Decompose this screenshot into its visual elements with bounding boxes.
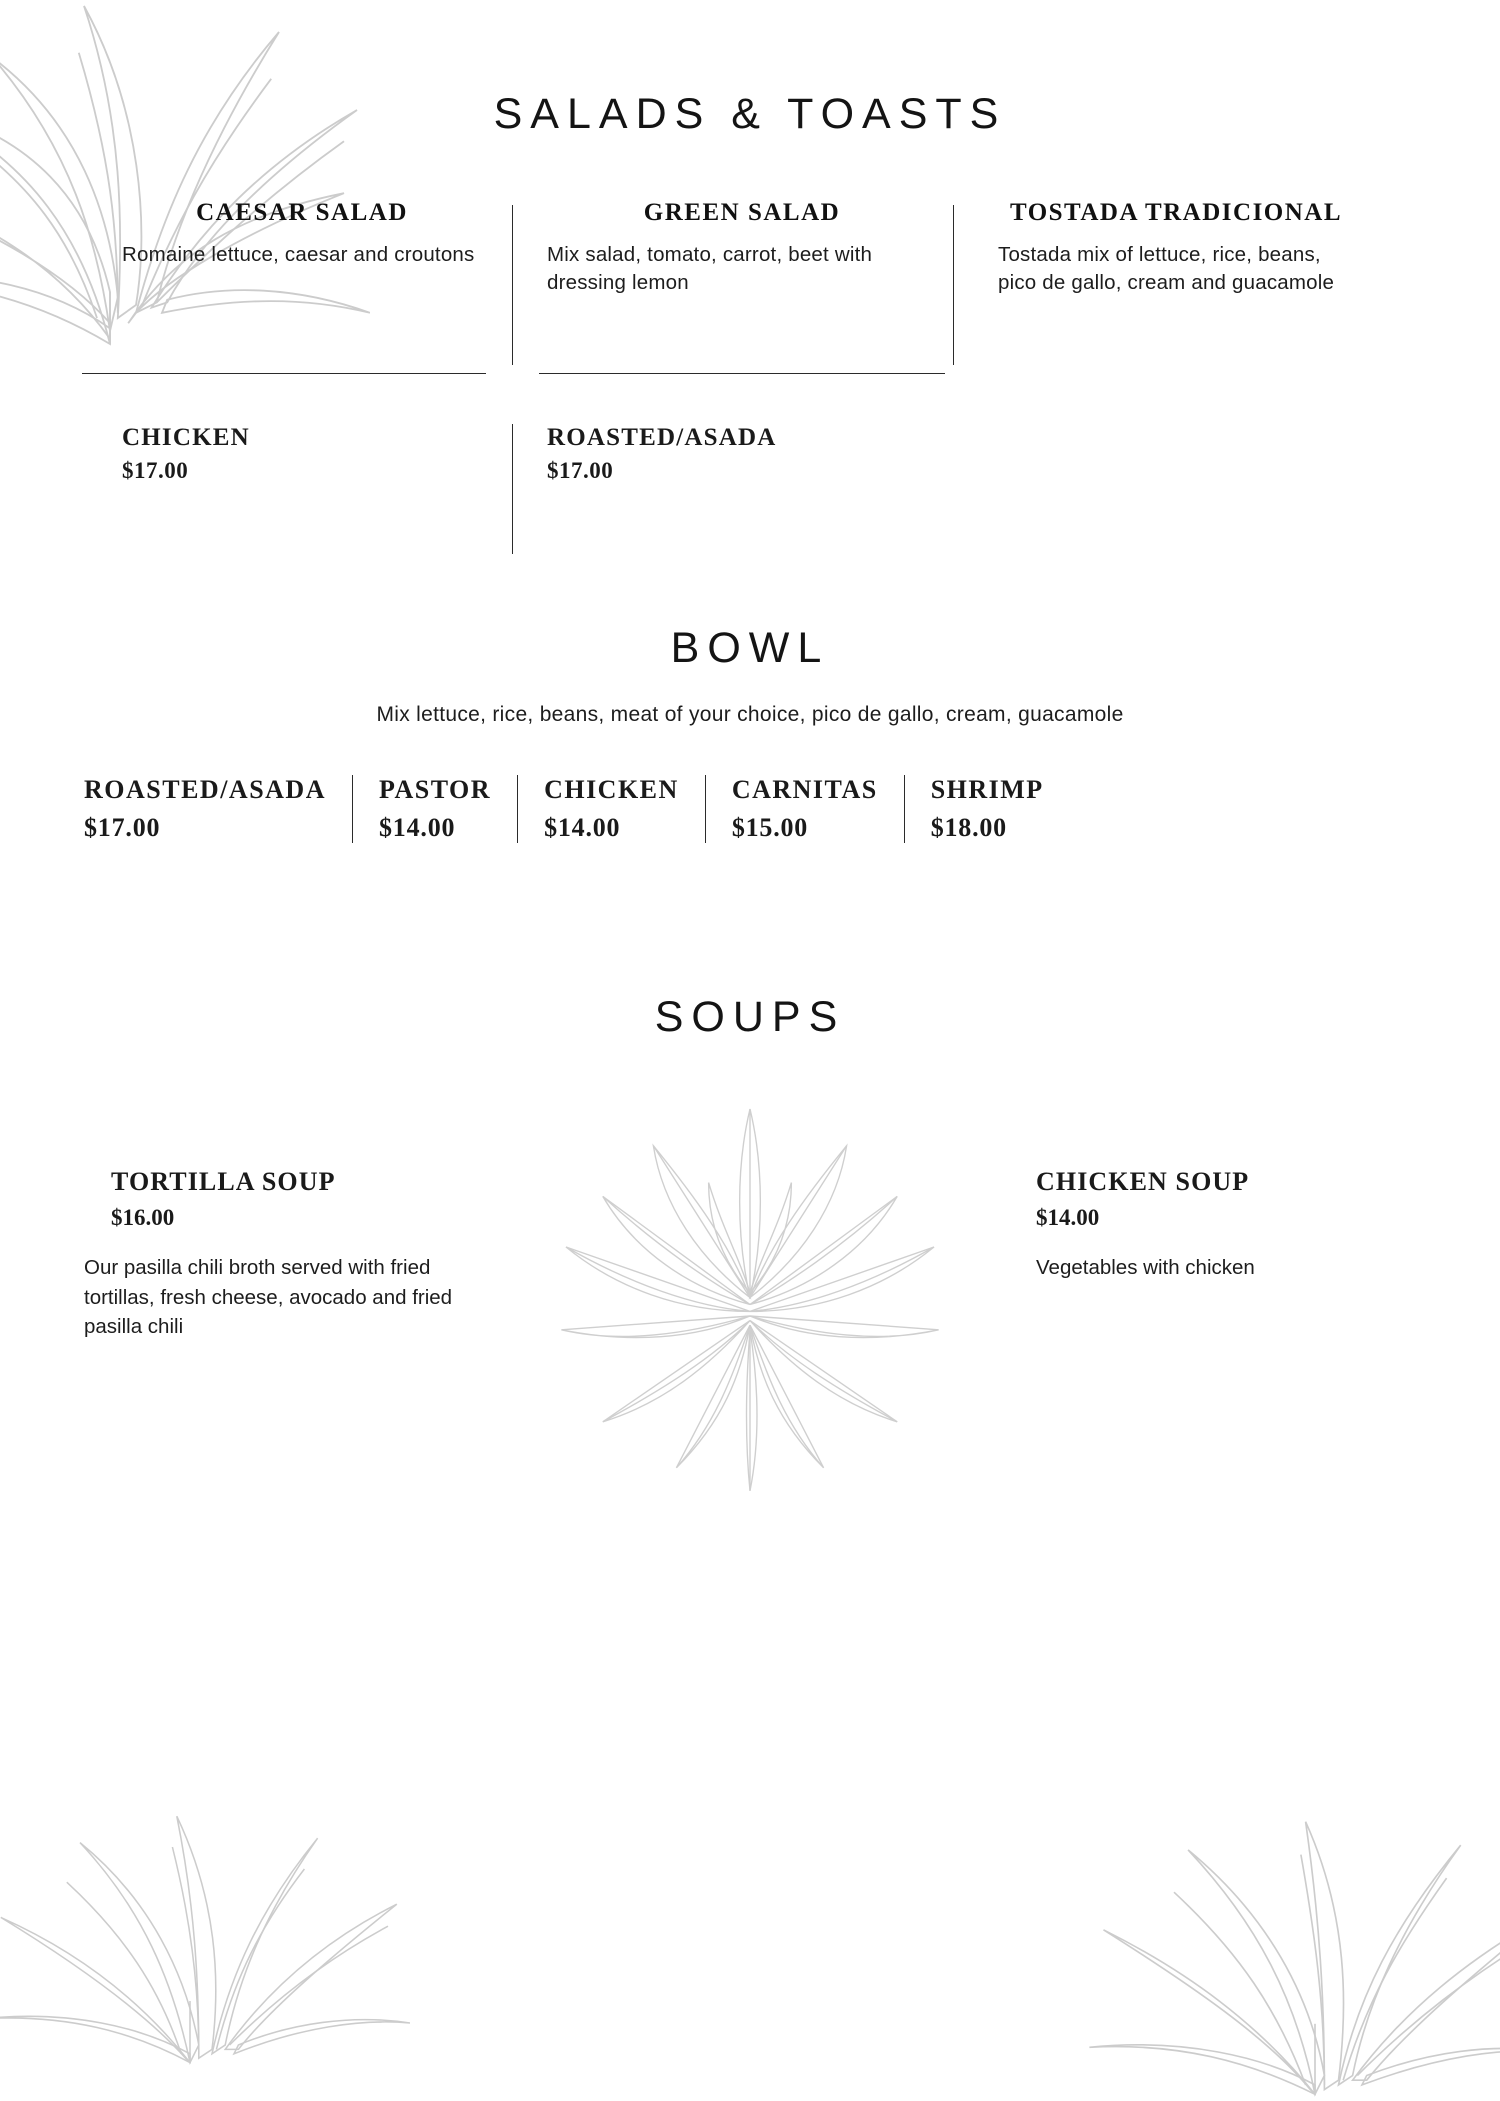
addon-name: CHICKEN xyxy=(122,424,250,451)
salad-item-name: TOSTADA TRADICIONAL xyxy=(1009,199,1343,226)
salad-item-tostada xyxy=(954,199,1374,365)
bowl-option-carnitas xyxy=(706,775,904,843)
salads-section-title: SALADS & TOASTS xyxy=(493,90,1007,138)
bowl-option-name: PASTOR xyxy=(379,775,492,804)
salad-item-name: CAESAR SALAD xyxy=(196,199,408,226)
salad-item-description: Tostada mix of lettuce, rice, beans, pico de gallo, cream and guacamole xyxy=(998,243,1335,294)
bowl-option-price: $15.00 xyxy=(731,813,809,842)
bowl-option-pastor xyxy=(353,775,517,843)
soups-items-row xyxy=(0,1167,1500,1342)
horizontal-divider xyxy=(82,373,486,374)
horizontal-divider xyxy=(539,373,945,374)
soup-item-description: Our pasilla chili broth served with fried tortillas, fresh cheese, avocado and fried pasilla chili xyxy=(84,1256,453,1339)
bowl-option-name: CARNITAS xyxy=(731,775,878,804)
salad-addon-asada xyxy=(513,424,953,554)
bowl-option-name: ROASTED/ASADA xyxy=(84,775,326,804)
soup-item-chicken xyxy=(1036,1167,1416,1342)
salads-rules xyxy=(0,373,1500,374)
addon-name: ROASTED/ASADA xyxy=(547,424,777,451)
salad-item-caesar xyxy=(82,199,512,365)
addon-price: $17.00 xyxy=(122,458,189,483)
soup-item-name: CHICKEN SOUP xyxy=(1036,1167,1250,1196)
soup-item-price: $14.00 xyxy=(1036,1205,1100,1230)
salad-item-description: Romaine lettuce, caesar and croutons xyxy=(122,243,475,266)
salads-addons-grid xyxy=(0,424,1500,554)
bowl-option-price: $14.00 xyxy=(379,813,456,842)
salads-items-grid xyxy=(0,199,1500,365)
addon-price: $17.00 xyxy=(547,458,614,483)
bowl-section-description: Mix lettuce, rice, beans, meat of your choice, pico de gallo, cream, guacamole xyxy=(376,703,1124,726)
salad-item-name: GREEN SALAD xyxy=(643,199,841,226)
soup-item-description: Vegetables with chicken xyxy=(1036,1256,1255,1279)
bowl-option-price: $17.00 xyxy=(84,813,161,842)
bowl-option-price: $18.00 xyxy=(930,813,1007,842)
bowl-option-chicken xyxy=(518,775,705,843)
salad-item-green xyxy=(513,199,953,365)
salad-item-description: Mix salad, tomato, carrot, beet with dressing lemon xyxy=(547,243,873,294)
soup-item-price: $16.00 xyxy=(111,1205,175,1230)
bowl-section-title: BOWL xyxy=(670,624,830,672)
bowl-option-shrimp xyxy=(905,775,1070,843)
bowl-option-name: CHICKEN xyxy=(544,775,679,804)
bowl-options-row xyxy=(0,775,1500,843)
bowl-option-asada xyxy=(84,775,352,843)
bowl-option-name: SHRIMP xyxy=(930,775,1044,804)
soup-item-tortilla xyxy=(84,1167,464,1342)
salad-addon-chicken xyxy=(82,424,512,554)
soup-item-name: TORTILLA SOUP xyxy=(111,1167,336,1196)
soups-section-title: SOUPS xyxy=(654,993,846,1041)
bowl-option-price: $14.00 xyxy=(544,813,621,842)
